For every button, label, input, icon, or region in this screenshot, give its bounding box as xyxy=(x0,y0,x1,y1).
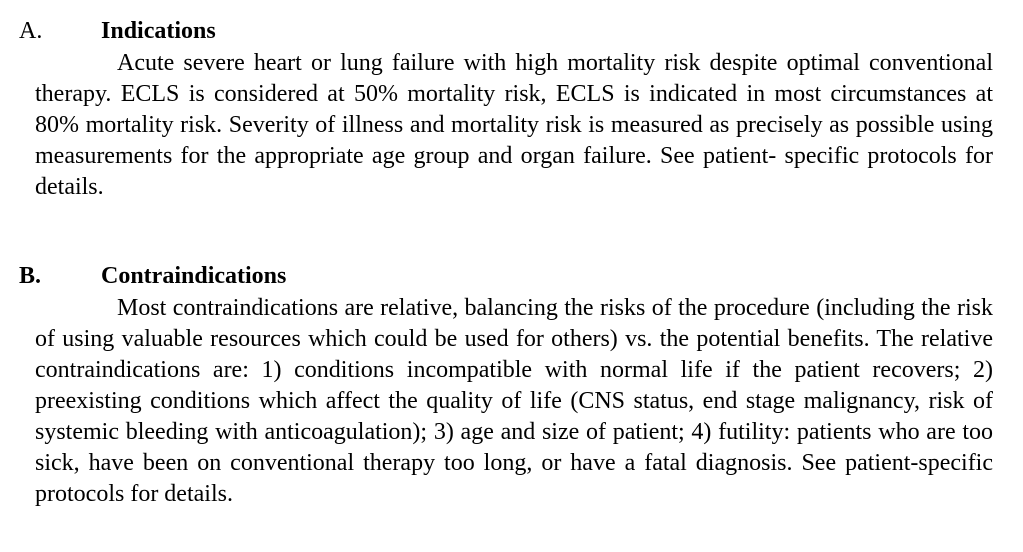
section-indications xyxy=(0,14,1023,203)
section-heading-row xyxy=(0,14,1023,48)
section-heading: Contraindications xyxy=(101,263,287,289)
section-heading-row xyxy=(0,259,1023,293)
section-paragraph: Acute severe heart or lung failure with high mortality risk despite optimal conventional therapy. ECLS is considered at 50% mortality risk, ECLS is indicated in most circumstances at 80% mortality risk. Severity of illness and mortality risk is measured as precisely as possible using measurements for the appropriate age group and organ failure. See patient- specific protocols for details. xyxy=(35,50,993,200)
section-heading: Indications xyxy=(101,18,216,44)
section-letter: B. xyxy=(19,263,42,289)
section-letter: A. xyxy=(19,18,43,44)
section-paragraph: Most contraindications are relative, balancing the risks of the procedure (including the risk of using valuable resources which could be used for others) vs. the potential benefits. The relative contraindications are: 1) conditions incompatible with normal life if the patient recovers; 2) preexisting conditions which affect the quality of life (CNS status, end stage malignancy, risk of systemic bleeding with anticoagulation); 3) age and size of patient; 4) futility: patients who are too sick, have been on conventional therapy too long, or have a fatal diagnosis. See patient-specific protocols for details. xyxy=(35,295,993,507)
section-contraindications xyxy=(0,259,1023,510)
